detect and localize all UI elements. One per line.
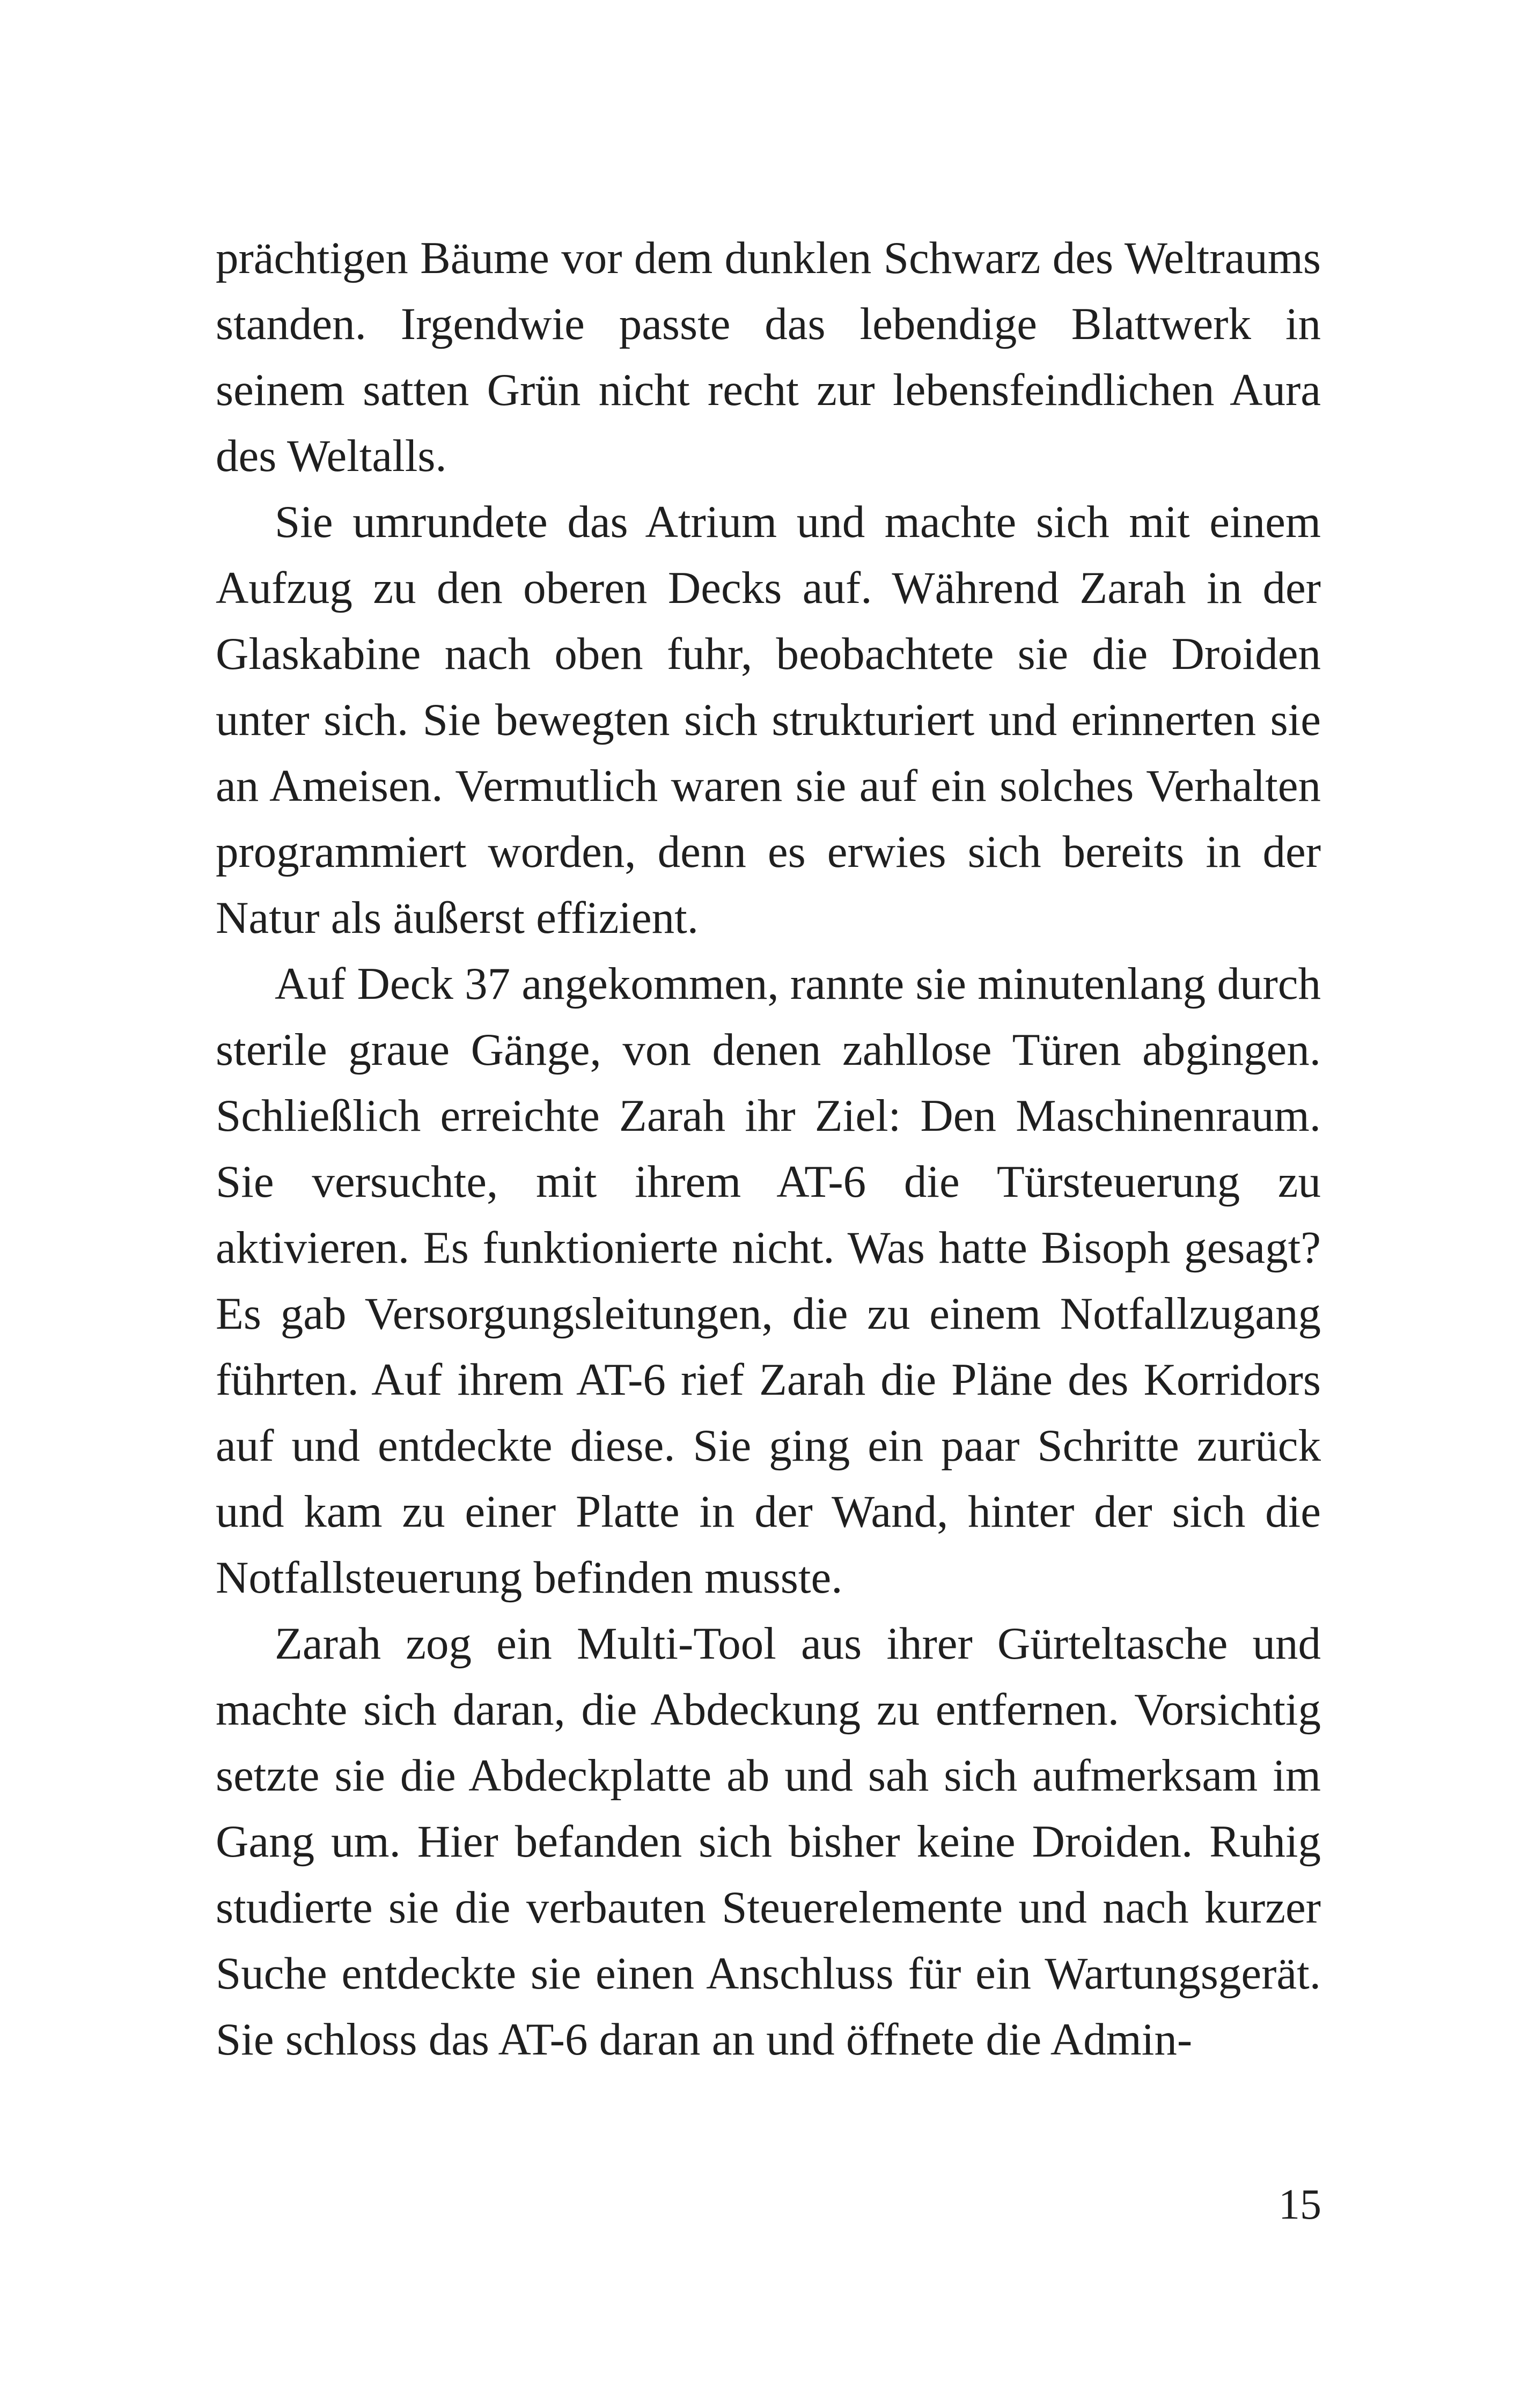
paragraph-1: prächtigen Bäume vor dem dunklen Schwarz des Weltraums standen. Irgendwie passte das lebendige Blattwerk in seinem satten Grün nicht recht zur lebensfeindlichen Aura des Weltalls. (216, 233, 1321, 481)
page-number: 15 (1278, 2181, 1321, 2228)
paragraph-4: Zarah zog ein Multi-Tool aus ihrer Gürteltasche und machte sich daran, die Abdeckung zu entfernen. Vorsichtig setzte sie die Abdeckplatte ab und sah sich aufmerksam im Gang um. Hier befanden sich bisher keine Droiden. Ruhig studierte sie die verbauten Steuerelemente und nach kurzer Suche entdeckte sie einen Anschluss für ein Wartungsgerät. Sie schloss das AT-6 daran an und öffnete die Admin- (216, 1618, 1321, 2065)
paragraph-2: Sie umrundete das Atrium und machte sich mit einem Aufzug zu den oberen Decks auf. Während Zarah in der Glaskabine nach oben fuhr, beobachtete sie die Droiden unter sich. Sie bewegten sich strukturiert und erinnerten sie an Ameisen. Vermutlich waren sie auf ein solches Verhalten programmiert worden, denn es erwies sich bereits in der Natur als äußerst effizient. (216, 497, 1321, 943)
body-text (216, 225, 1321, 2073)
paragraph-3: Auf Deck 37 angekommen, rannte sie minutenlang durch sterile graue Gänge, von denen zahllose Türen abgingen. Schließlich erreichte Zarah ihr Ziel: Den Maschinenraum. Sie versuchte, mit ihrem AT-6 die Türsteuerung zu aktivieren. Es funktionierte nicht. Was hatte Bisoph gesagt? Es gab Versorgungsleitungen, die zu einem Notfallzugang führten. Auf ihrem AT-6 rief Zarah die Pläne des Korridors auf und entdeckte diese. Sie ging ein paar Schritte zurück und kam zu einer Platte in der Wand, hinter der sich die Notfallsteuerung befinden musste. (216, 959, 1321, 1603)
